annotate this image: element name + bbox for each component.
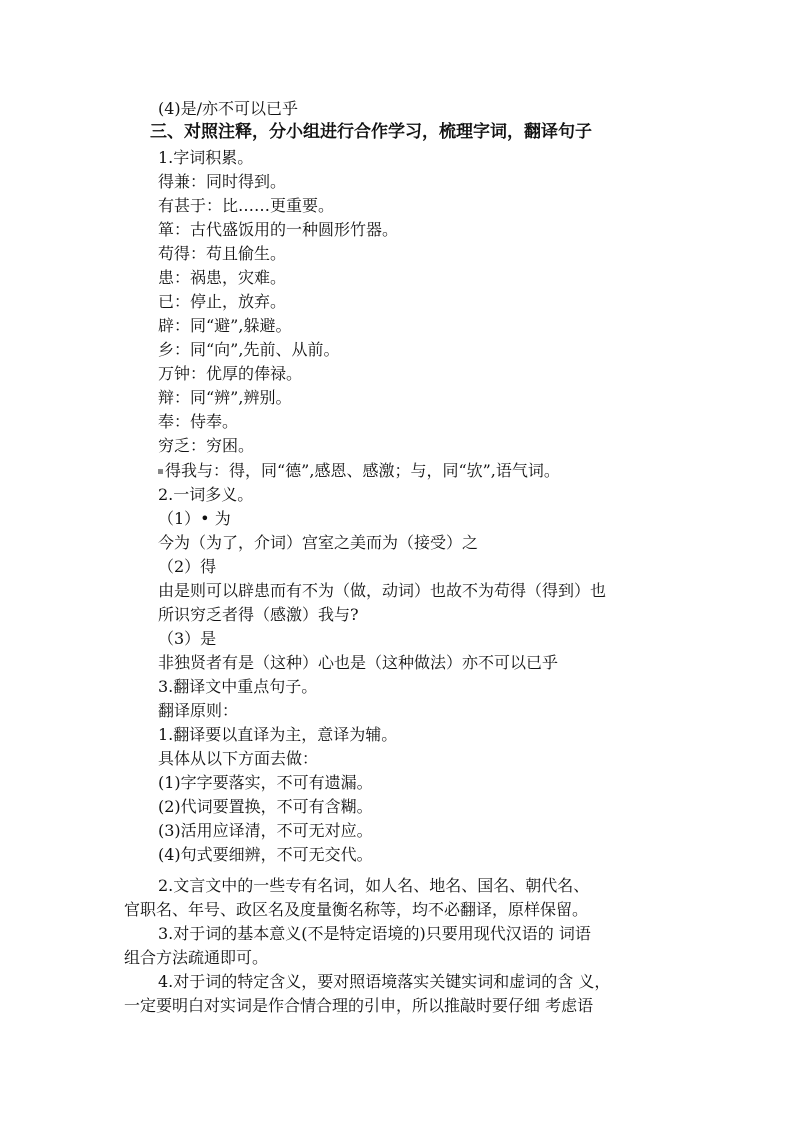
text-line: 具体从以下方面去做： [158,749,319,768]
text-line: 得兼：同时得到。 [158,172,287,191]
text-line: （2）得 [158,557,217,576]
text-line: 苟得：苟且偷生。 [158,244,287,263]
text-line: （3）是 [158,629,217,648]
text-line: 箪：古代盛饭用的一种圆形竹器。 [158,220,399,239]
text-line: 由是则可以辟患而有不为（做，动词）也故不为苟得（得到）也 [158,581,607,600]
text-line: 患：祸患，灾难。 [158,268,287,287]
text-line: 1.字词积累。 [158,148,254,167]
section-heading: 三、对照注释，分小组进行合作学习，梳理字词，翻译句子 [150,122,592,142]
paragraph-line: 组合方法疏通即可。 [124,948,269,967]
text-line: 万钟：优厚的俸禄。 [158,364,303,383]
text-line: 1.翻译要以直译为主，意译为辅。 [158,725,398,744]
paragraph-line: 官职名、年号、政区名及度量衡名称等，均不必翻译，原样保留。 [124,900,589,919]
text-line: 翻译原则： [158,701,239,720]
text-line: (2)代词要置换，不可有含糊。 [158,797,373,816]
text-line: (4)是/亦不可以已乎 [158,99,299,118]
text-line: 2.一词多义。 [158,485,254,504]
paragraph-line: 4.对于词的特定含义，要对照语境落实关键实词和虚词的含 义， [158,972,611,991]
text-line: 3.翻译文中重点句子。 [158,677,318,696]
text-line: 辩：同“辨”,辨别。 [158,388,292,407]
text-line: 已：停止，放弃。 [158,292,287,311]
text-line: 乡：同“向”,先前、从前。 [158,340,340,359]
text-line: （1）• 为 [158,509,231,528]
text-line: 非独贤者有是（这种）心也是（这种做法）亦不可以已乎 [158,653,559,672]
text-line: (3)活用应译清，不可无对应。 [158,821,373,840]
text-line: 得我与：得，同“德”,感恩、感激；与，同“欤”,语气词。 [165,461,560,480]
text-line: 所识穷乏者得（感激）我与? [158,605,359,624]
paragraph-line: 一定要明白对实词是作合情合理的引申，所以推敲时要仔细 考虑语 [124,996,594,1015]
text-line: (1)字字要落实，不可有遗漏。 [158,773,373,792]
text-line: (4)句式要细辨，不可无交代。 [158,845,373,864]
paragraph-line: 3.对于词的基本意义(不是特定语境的)只要用现代汉语的 词语 [158,924,591,943]
text-line: 穷乏：穷困。 [158,436,255,455]
paragraph-line: 2.文言文中的一些专有名词，如人名、地名、国名、朝代名、 [158,876,590,895]
text-line-with-mark [158,459,560,483]
text-line: 有甚于：比……更重要。 [158,196,335,215]
text-line: 今为（为了，介词）宫室之美而为（接受）之 [158,533,479,552]
bullet-mark-icon [158,469,163,474]
text-line: 奉：侍奉。 [158,412,239,431]
text-line: 辟：同“避”,躲避。 [158,316,292,335]
